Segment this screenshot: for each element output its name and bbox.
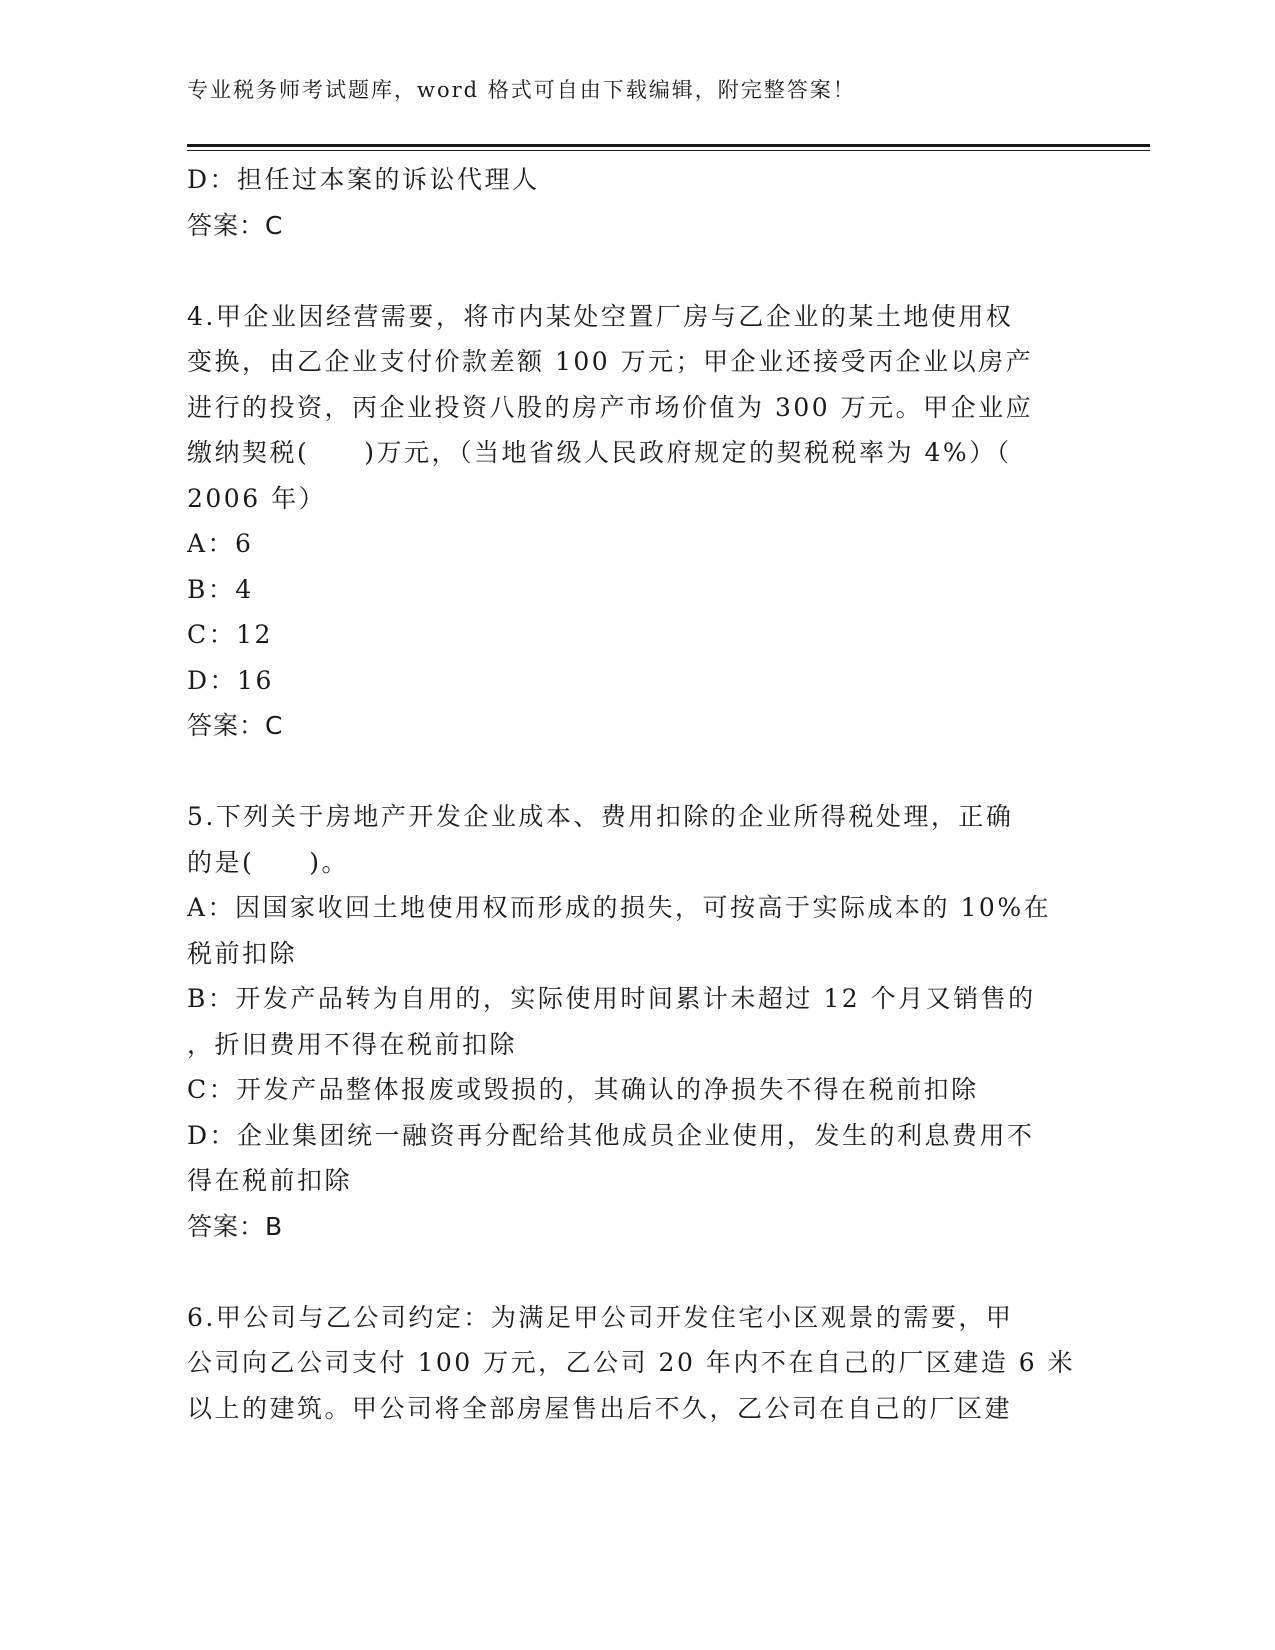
page-header: 专业税务师考试题库，word 格式可自由下载编辑，附完整答案！ [187, 78, 856, 102]
text-line: 公司向乙公司支付 100 万元，乙公司 20 年内不在自己的厂区建造 6 米 [187, 1348, 1076, 1377]
paragraph-gap [187, 1249, 1087, 1295]
text-line: 的是( )。 [187, 847, 350, 877]
header-rule-thin [187, 150, 1150, 151]
text-line: A：6 [187, 529, 254, 558]
text-line: B：4 [187, 574, 254, 604]
text-line: 2006 年） [187, 483, 327, 513]
text-line: C：12 [187, 620, 273, 649]
text-line: 进行的投资，丙企业投资八股的房产市场价值为 300 万元。甲企业应 [187, 392, 1034, 422]
text-line: C：开发产品整体报废或毁损的，其确认的净损失不得在税前扣除 [187, 1075, 979, 1104]
text-line: D：企业集团统一融资再分配给其他成员企业使用，发生的利息费用不 [187, 1120, 1035, 1150]
text-line: 得在税前扣除 [187, 1166, 353, 1195]
answer-line: 答案：C [187, 210, 284, 240]
header-rule-thick [187, 144, 1150, 147]
answer-line: 答案：C [187, 711, 284, 740]
text-line: ，折旧费用不得在税前扣除 [187, 1029, 518, 1059]
text-line: 变换，由乙企业支付价款差额 100 万元；甲企业还接受丙企业以房产 [187, 347, 1034, 376]
text-line: 以上的建筑。甲公司将全部房屋售出后不久，乙公司在自己的厂区建 [187, 1393, 1013, 1423]
text-line: D：16 [187, 665, 274, 695]
text-line: B：开发产品转为自用的，实际使用时间累计未超过 12 个月又销售的 [187, 984, 1036, 1013]
text-line: 6.甲公司与乙公司约定：为满足甲公司开发住宅小区观景的需要，甲 [187, 1302, 1014, 1332]
text-line: D：担任过本案的诉讼代理人 [187, 165, 540, 194]
text-line: A：因国家收回土地使用权而形成的损失，可按高于实际成本的 10%在 [187, 893, 1052, 922]
text-line: 税前扣除 [187, 938, 298, 968]
text-line: 5.下列关于房地产开发企业成本、费用扣除的企业所得税处理，正确 [187, 802, 1014, 831]
text-line: 4.甲企业因经营需要，将市内某处空置厂房与乙企业的某土地使用权 [187, 301, 1014, 331]
answer-line: 答案：B [187, 1211, 284, 1241]
paragraph-gap [187, 248, 1087, 294]
document-body [187, 157, 1087, 1431]
paragraph-gap [187, 749, 1087, 795]
text-line: 缴纳契税( )万元，（当地省级人民政府规定的契税税率为 4%）（ [187, 438, 1012, 467]
